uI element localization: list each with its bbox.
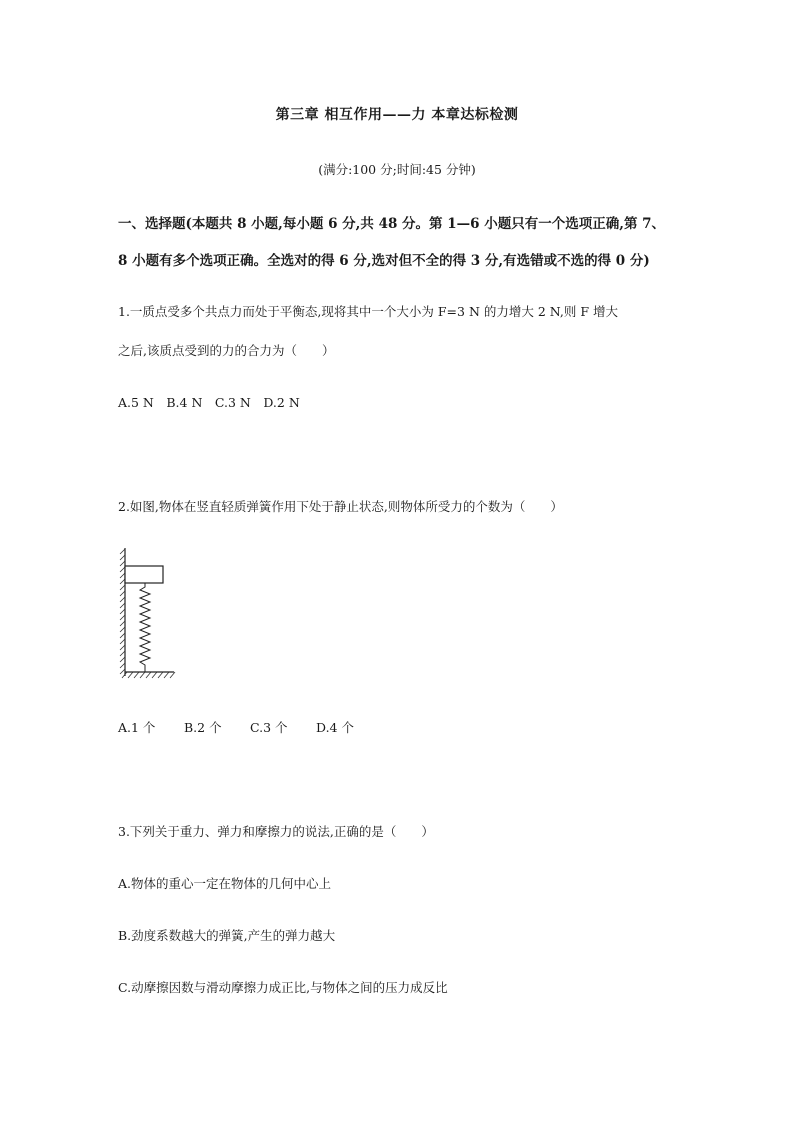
spring-block-wall-diagram: [118, 546, 178, 682]
question-2-option-a: A.1 个: [118, 720, 156, 735]
section-heading-line-2: 8 小题有多个选项正确。全选对的得 6 分,选对但不全的得 3 分,有选错或不选的得 0 分): [118, 253, 650, 269]
question-3-option-a: A.物体的重心一定在物体的几何中心上: [118, 876, 332, 891]
question-1-line-1: 1.一质点受多个共点力而处于平衡态,现将其中一个大小为 F=3 N 的力增大 2 N,则 F 增大: [118, 304, 618, 319]
section-heading-line-1: 一、选择题(本题共 8 小题,每小题 6 分,共 48 分。第 1—6 小题只有一个选项正确,第 7、: [118, 216, 666, 232]
question-1-options: A.5 N B.4 N C.3 N D.2 N: [118, 395, 300, 410]
question-2-option-c: C.3 个: [250, 720, 288, 735]
question-3-option-b: B.劲度系数越大的弹簧,产生的弹力越大: [118, 928, 336, 943]
question-2-text: 2.如图,物体在竖直轻质弹簧作用下处于静止状态,则物体所受力的个数为（ ）: [118, 499, 563, 514]
page-subtitle: (满分:100 分;时间:45 分钟): [318, 162, 476, 177]
question-2-option-b: B.2 个: [184, 720, 222, 735]
question-1-line-2: 之后,该质点受到的力的合力为（ ）: [118, 343, 335, 358]
page-title: 第三章 相互作用——力 本章达标检测: [275, 107, 519, 123]
question-2-options: [118, 718, 354, 736]
question-2-option-d: D.4 个: [316, 720, 354, 735]
question-3-text: 3.下列关于重力、弹力和摩擦力的说法,正确的是（ ）: [118, 824, 434, 839]
question-3-option-c: C.动摩擦因数与滑动摩擦力成正比,与物体之间的压力成反比: [118, 980, 448, 995]
